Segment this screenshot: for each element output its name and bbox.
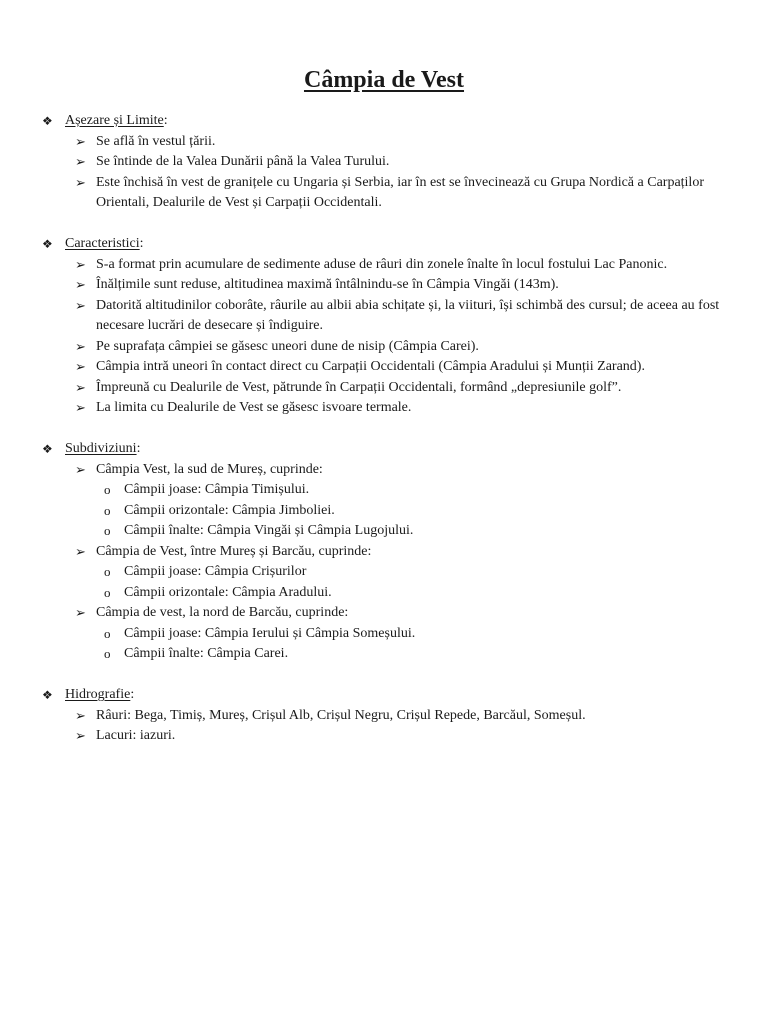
arrow-bullet-icon: ➢	[75, 707, 86, 723]
list-item-text: Câmpia intră uneori în contact direct cu Carpații Occidentali (Câmpia Aradului și Munții Zarand).	[96, 359, 645, 374]
sub-list-item	[40, 562, 740, 583]
list-item-text: Se întinde de la Valea Dunării până la Valea Turului.	[96, 154, 390, 169]
list-item	[40, 378, 740, 399]
sub-list-item	[40, 480, 740, 501]
list-item-text: Datorită altitudinilor coborâte, râurile au albii abia schițate și, la viituri, își schimbă des cursul; de aceea au fost necesare lucrări de desecare și îndiguire.	[96, 297, 720, 333]
list-item	[40, 173, 740, 214]
arrow-bullet-icon: ➢	[75, 297, 86, 313]
page-title	[0, 64, 768, 96]
sub-list-item-text: Câmpii joase: Câmpia Timișului.	[124, 482, 310, 497]
page-title-text: Câmpia de Vest	[303, 67, 465, 93]
circle-bullet-icon: o	[104, 523, 111, 538]
circle-bullet-icon: o	[104, 482, 111, 497]
list-item	[40, 706, 740, 727]
list-item	[40, 398, 740, 419]
list-item	[40, 132, 740, 153]
diamond-bullet-icon: ❖	[42, 688, 53, 702]
arrow-bullet-icon: ➢	[75, 256, 86, 272]
list-item	[40, 275, 740, 296]
section-heading-label: Hidrografie	[65, 687, 131, 702]
section	[40, 234, 740, 419]
arrow-bullet-icon: ➢	[75, 461, 86, 477]
arrow-bullet-icon: ➢	[75, 133, 86, 149]
sub-list-item	[40, 644, 740, 665]
diamond-bullet-icon: ❖	[42, 442, 53, 456]
circle-bullet-icon: o	[104, 502, 111, 518]
list-item-text: Împreună cu Dealurile de Vest, pătrunde în Carpații Occidentali, formând „depresiunile golf”.	[96, 379, 622, 395]
sub-list-item-text: Câmpii joase: Câmpia Crișurilor	[124, 564, 307, 579]
list-item	[40, 726, 740, 747]
diamond-bullet-icon: ❖	[42, 237, 53, 251]
document-body	[40, 111, 740, 767]
arrow-bullet-icon: ➢	[75, 174, 86, 190]
section-heading-label: Subdiviziuni	[65, 441, 137, 456]
section	[40, 439, 740, 665]
list-item-text: Câmpia de Vest, între Mureș și Barcău, cuprinde:	[96, 543, 372, 559]
list-item-text: Câmpia Vest, la sud de Mureș, cuprinde:	[96, 461, 323, 477]
circle-bullet-icon: o	[104, 564, 111, 579]
sub-list-item-text: Câmpii joase: Câmpia Ierului și Câmpia Someșului.	[124, 625, 416, 641]
list-item	[40, 152, 740, 173]
diamond-bullet-icon: ❖	[42, 114, 53, 128]
arrow-bullet-icon: ➢	[75, 338, 86, 354]
sub-list-item	[40, 521, 740, 542]
arrow-bullet-icon: ➢	[75, 154, 86, 169]
arrow-bullet-icon: ➢	[75, 728, 86, 743]
arrow-bullet-icon: ➢	[75, 379, 86, 395]
sub-list-item-text: Câmpii înalte: Câmpia Carei.	[124, 646, 289, 661]
list-item-text: Râuri: Bega, Timiș, Mureș, Crișul Alb, Crișul Negru, Crișul Repede, Barcăul, Someșul.	[96, 707, 586, 723]
list-item	[40, 255, 740, 276]
section	[40, 111, 740, 214]
list-item	[40, 460, 740, 481]
circle-bullet-icon: o	[104, 625, 111, 641]
list-item-text: La limita cu Dealurile de Vest se găsesc isvoare termale.	[96, 400, 412, 415]
circle-bullet-icon: o	[104, 646, 111, 661]
arrow-bullet-icon: ➢	[75, 543, 86, 559]
section-heading: ❖ Caracteristici:	[40, 234, 740, 255]
list-item	[40, 542, 740, 563]
list-item-text: Lacuri: iazuri.	[96, 728, 176, 743]
list-item-text: Pe suprafața câmpiei se găsesc uneori dune de nisip (Câmpia Carei).	[96, 338, 479, 354]
list-item-text: Înălțimile sunt reduse, altitudinea maximă întâlnindu-se în Câmpia Vingăi (143m).	[96, 277, 559, 292]
section-heading-label: Așezare și Limite	[65, 113, 164, 128]
sub-list-item	[40, 624, 740, 645]
sub-list-item	[40, 583, 740, 604]
section	[40, 685, 740, 747]
list-item	[40, 296, 740, 337]
section-heading-label: Caracteristici	[65, 236, 140, 251]
section-heading: ❖ Așezare și Limite:	[40, 111, 740, 132]
list-item	[40, 603, 740, 624]
sub-list-item-text: Câmpii orizontale: Câmpia Jimboliei.	[124, 502, 335, 518]
sub-list-item-text: Câmpii orizontale: Câmpia Aradului.	[124, 584, 332, 600]
arrow-bullet-icon: ➢	[75, 359, 86, 374]
sub-list-item	[40, 501, 740, 522]
arrow-bullet-icon: ➢	[75, 400, 86, 415]
arrow-bullet-icon: ➢	[75, 277, 86, 292]
list-item	[40, 357, 740, 378]
arrow-bullet-icon: ➢	[75, 605, 86, 620]
list-item-text: Câmpia de vest, la nord de Barcău, cuprinde:	[96, 605, 349, 620]
list-item-text: Se află în vestul țării.	[96, 133, 216, 149]
section-heading: ❖ Subdiviziuni:	[40, 439, 740, 460]
section-heading: ❖ Hidrografie:	[40, 685, 740, 706]
circle-bullet-icon: o	[104, 584, 111, 600]
list-item	[40, 337, 740, 358]
list-item-text: Este închisă în vest de granițele cu Ungaria și Serbia, iar în est se învecinează cu Grupa Nordică a Carpaților Orientali, Dealurile de Vest și Carpații Occidentali.	[96, 174, 704, 210]
list-item-text: S-a format prin acumulare de sedimente aduse de râuri din zonele înalte în locul fostului Lac Panonic.	[96, 256, 668, 272]
sub-list-item-text: Câmpii înalte: Câmpia Vingăi și Câmpia Lugojului.	[124, 523, 414, 538]
